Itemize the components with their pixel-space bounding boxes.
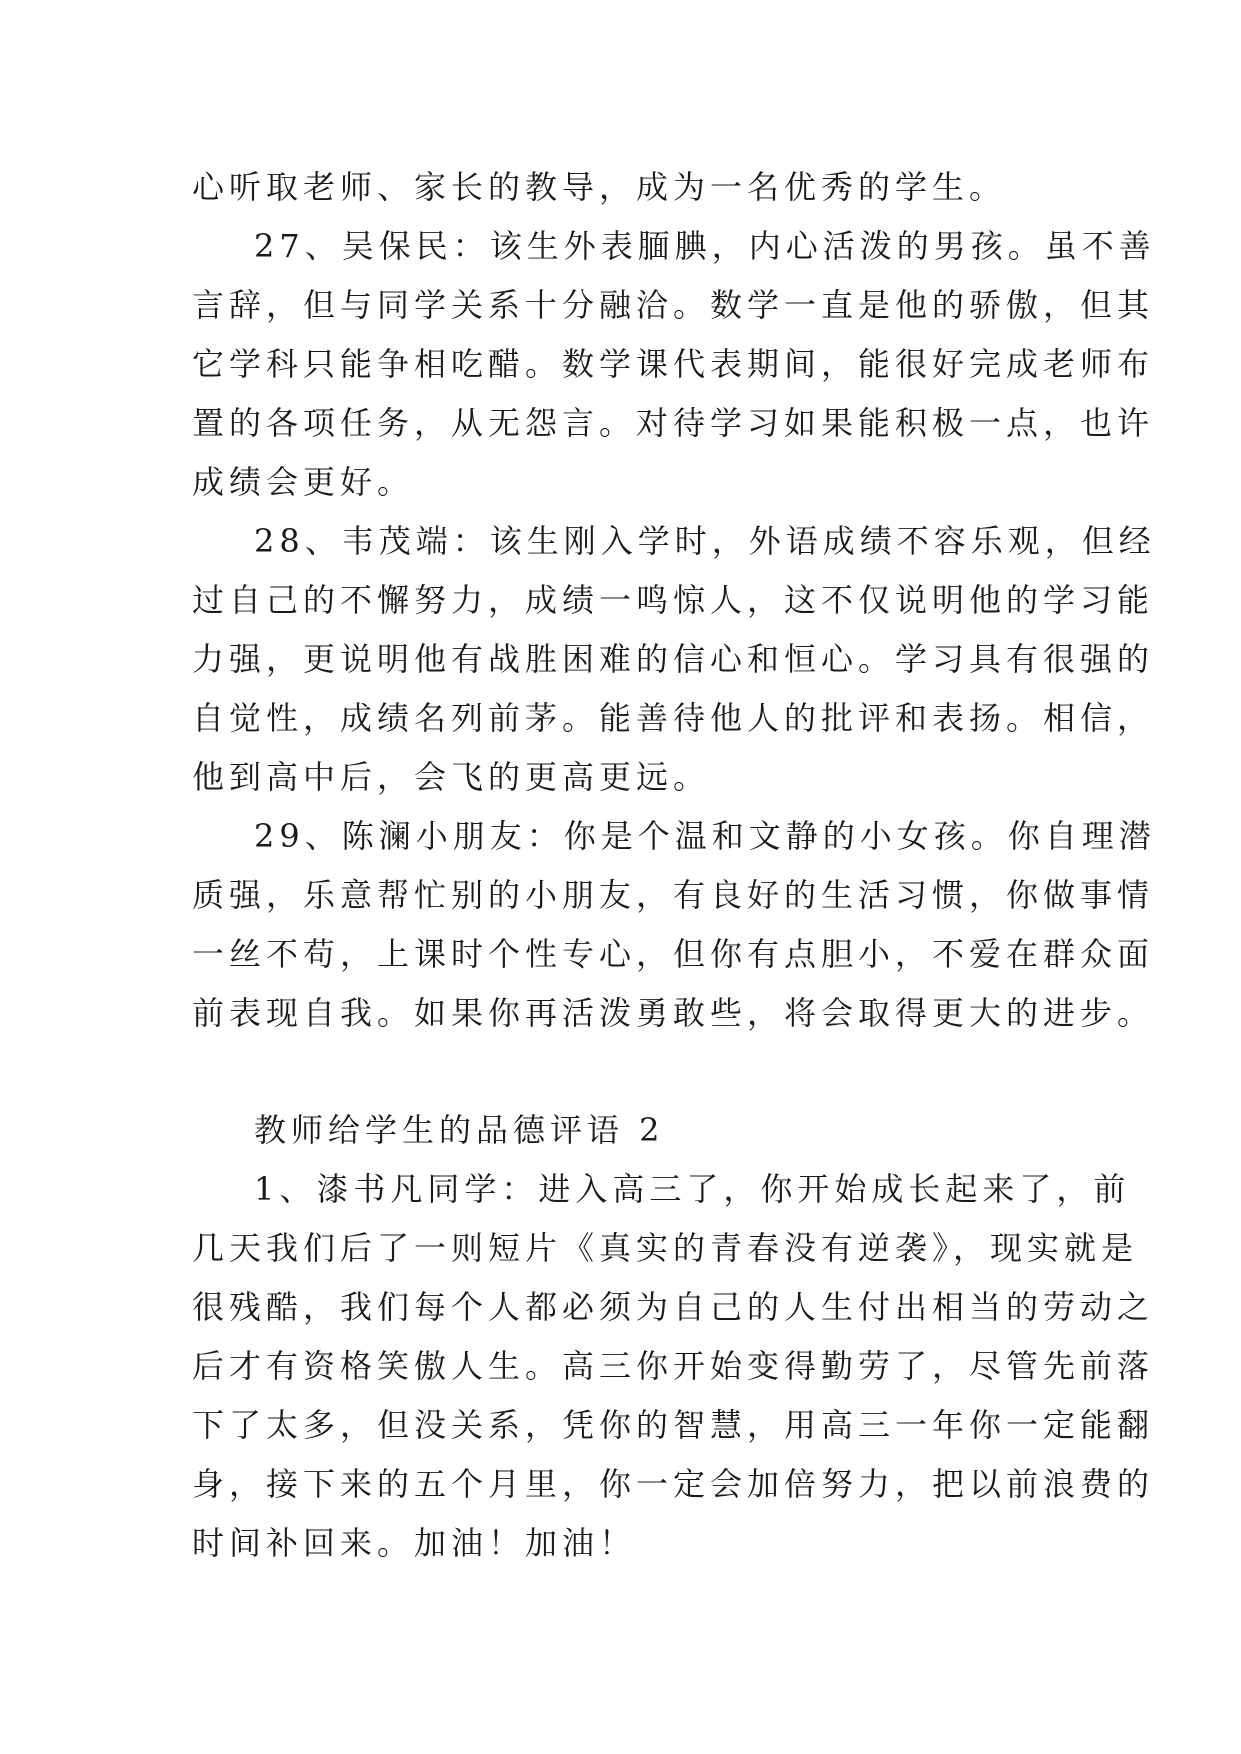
paragraph-line: 过自己的不懈努力，成绩一鸣惊人，这不仅说明他的学习能 [192, 581, 1155, 619]
paragraph-line: 他到高中后，会飞的更高更远。 [192, 758, 711, 796]
paragraph-line: 28、韦茂端：该生刚入学时，外语成绩不容乐观，但经 [254, 522, 1156, 560]
paragraph-line: 1、漆书凡同学：进入高三了，你开始成长起来了，前 [254, 1170, 1131, 1208]
paragraph-line: 言辞，但与同学关系十分融洽。数学一直是他的骄傲，但其 [192, 286, 1155, 324]
paragraph-line: 置的各项任务，从无怨言。对待学习如果能积极一点，也许 [192, 404, 1155, 442]
paragraph-line: 它学科只能争相吃醋。数学课代表期间，能很好完成老师布 [192, 345, 1155, 383]
section-title: 教师给学生的品德评语 2 [254, 1111, 665, 1149]
paragraph-line: 29、陈澜小朋友：你是个温和文静的小女孩。你自理潜 [254, 817, 1156, 855]
paragraph-line: 很残酷，我们每个人都必须为自己的人生付出相当的劳动之 [192, 1288, 1155, 1326]
paragraph-line: 自觉性，成绩名列前茅。能善待他人的批评和表扬。相信， [192, 699, 1155, 737]
paragraph-line: 下了太多，但没关系，凭你的智慧，用高三一年你一定能翻 [192, 1406, 1155, 1444]
paragraph-line: 心听取老师、家长的教导，成为一名优秀的学生。 [192, 168, 1007, 206]
paragraph-line: 27、吴保民：该生外表腼腆，内心活泼的男孩。虽不善 [254, 227, 1156, 265]
paragraph-line: 力强，更说明他有战胜困难的信心和恒心。学习具有很强的 [192, 640, 1155, 678]
paragraph-line: 时间补回来。加油！加油！ [192, 1524, 637, 1562]
paragraph-line: 一丝不苟，上课时个性专心，但你有点胆小，不爱在群众面 [192, 935, 1155, 973]
paragraph-line: 前表现自我。如果你再活泼勇敢些，将会取得更大的进步。 [192, 994, 1155, 1032]
paragraph-line: 成绩会更好。 [192, 463, 415, 501]
section-gap [192, 1043, 1052, 1101]
paragraph-line: 后才有资格笑傲人生。高三你开始变得勤劳了，尽管先前落 [192, 1347, 1155, 1385]
document-body [192, 158, 1156, 1573]
paragraph-line: 质强，乐意帮忙别的小朋友，有良好的生活习惯，你做事情 [192, 876, 1155, 914]
paragraph-line: 几天我们后了一则短片《真实的青春没有逆袭》，现实就是 [192, 1229, 1139, 1267]
paragraph-line: 身，接下来的五个月里，你一定会加倍努力，把以前浪费的 [192, 1465, 1155, 1503]
